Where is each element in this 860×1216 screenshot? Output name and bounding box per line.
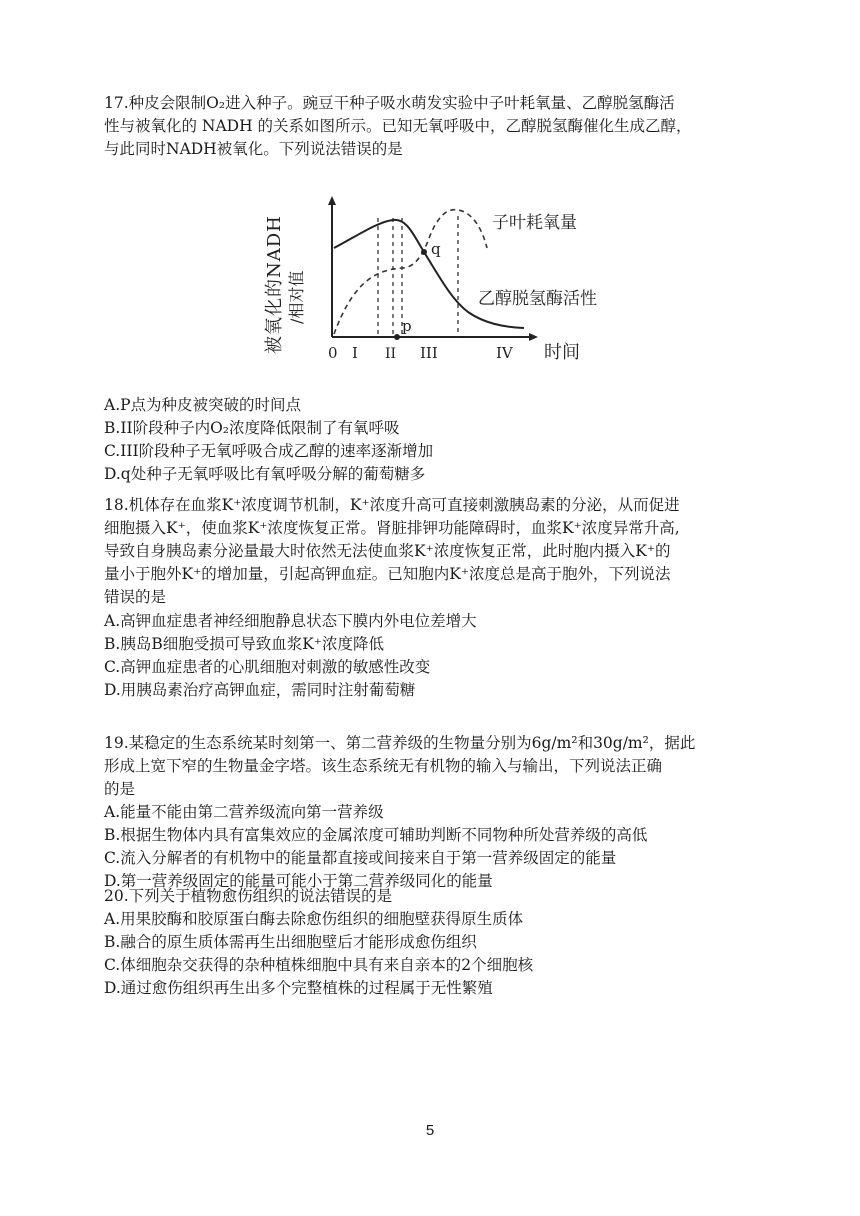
x-axis-label: 时间 [544, 342, 580, 363]
question-19-options [104, 801, 764, 893]
stem-line: 18.机体存在血浆K⁺浓度调节机制，K⁺浓度升高可直接刺激胰岛素的分泌，从而促进 [104, 496, 680, 514]
option-b: B.II阶段种子内O₂浓度降低限制了有氧呼吸 [104, 419, 400, 437]
stage-label-1: I [352, 344, 358, 362]
stem-line: 形成上宽下窄的生物量金字塔。该生态系统无有机物的输入与输出，下列说法正确 [104, 757, 663, 775]
option-c: C.流入分解者的有机物中的能量都直接或间接来自于第一营养级固定的能量 [104, 849, 617, 867]
stage-label-3: III [420, 344, 438, 362]
question-18-stem [104, 494, 764, 609]
question-20-options [104, 908, 764, 1000]
option-c: C.高钾血症患者的心肌细胞对刺激的敏感性改变 [104, 658, 431, 676]
origin-label: 0 [328, 344, 338, 362]
option-d: D.通过愈伤组织再生出多个完整植株的过程属于无性繁殖 [104, 979, 493, 997]
question-17-stem [104, 92, 764, 161]
option-d: D.第一营养级固定的能量可能小于第二营养级同化的能量 [104, 872, 493, 890]
question-20-stem [104, 885, 764, 908]
x-axis-arrow [529, 333, 538, 341]
oxygen-series-label: 子叶耗氧量 [492, 213, 577, 233]
stem-line: 细胞摄入K⁺，使血浆K⁺浓度恢复正常。肾脏排钾功能障碍时，血浆K⁺浓度异常升高, [104, 519, 680, 537]
stem-line: 与此同时NADH被氧化。下列说法错误的是 [104, 140, 403, 158]
y-axis-label-1: 被氧化的NADH [264, 215, 285, 354]
option-c: C.III阶段种子无氧呼吸合成乙醇的速率逐渐增加 [104, 442, 434, 460]
stage-label-2: II [385, 346, 397, 362]
enzyme-activity-curve [334, 220, 524, 328]
stem-line: 导致自身胰岛素分泌量最大时依然无法使血浆K⁺浓度恢复正常，此时胞内摄入K⁺的 [104, 542, 671, 560]
enzyme-series-label: 乙醇脱氢酶活性 [478, 289, 597, 309]
stem-line: 性与被氧化的 NADH 的关系如图所示。已知无氧呼吸中，乙醇脱氢酶催化生成乙醇， [104, 117, 692, 135]
stage-label-4: IV [496, 344, 513, 362]
point-p-label: p [402, 317, 412, 335]
stem-line: 19.某稳定的生态系统某时刻第一、第二营养级的生物量分别为6g/m²和30g/m²，据此 [104, 734, 696, 752]
stem-line: 的是 [104, 780, 136, 798]
option-a: A.高钾血症患者神经细胞静息状态下膜内外电位差增大 [104, 612, 477, 630]
question-18-options [104, 610, 764, 702]
option-b: B.胰岛B细胞受损可导致血浆K⁺浓度降低 [104, 635, 384, 653]
question-19-stem [104, 732, 764, 801]
question-17-figure [262, 196, 622, 374]
option-b: B.根据生物体内具有富集效应的金属浓度可辅助判断不同物种所处营养级的高低 [104, 826, 648, 844]
question-17-options [104, 394, 764, 486]
point-p-marker [394, 334, 400, 340]
option-d: D.用胰岛素治疗高钾血症，需同时注射葡萄糖 [104, 681, 416, 699]
point-q-marker [421, 249, 427, 255]
option-d: D.q处种子无氧呼吸比有氧呼吸分解的葡萄糖多 [104, 465, 426, 483]
stem-line: 20.下列关于植物愈伤组织的说法错误的是 [104, 887, 393, 905]
option-a: A.P点为种皮被突破的时间点 [104, 396, 302, 414]
option-a: A.用果胶酶和胶原蛋白酶去除愈伤组织的细胞壁获得原生质体 [104, 910, 524, 928]
option-a: A.能量不能由第二营养级流向第一营养级 [104, 803, 384, 821]
point-q-label: q [431, 240, 441, 258]
stem-line: 错误的是 [104, 588, 167, 606]
y-axis-arrow [328, 196, 336, 205]
option-c: C.体细胞杂交获得的杂种植株细胞中具有来自亲本的2个细胞核 [104, 956, 534, 974]
stem-line: 量小于胞外K⁺的增加量，引起高钾血症。已知胞内K⁺浓度总是高于胞外，下列说法 [104, 565, 671, 583]
page-number: 5 [425, 1122, 435, 1139]
stem-line: 17.种皮会限制O₂进入种子。豌豆干种子吸水萌发实验中子叶耗氧量、乙醇脱氢酶活 [104, 94, 675, 112]
y-axis-label-2: /相对值 [287, 270, 306, 324]
option-b: B.融合的原生质体需再生出细胞壁后才能形成愈伤组织 [104, 933, 477, 951]
